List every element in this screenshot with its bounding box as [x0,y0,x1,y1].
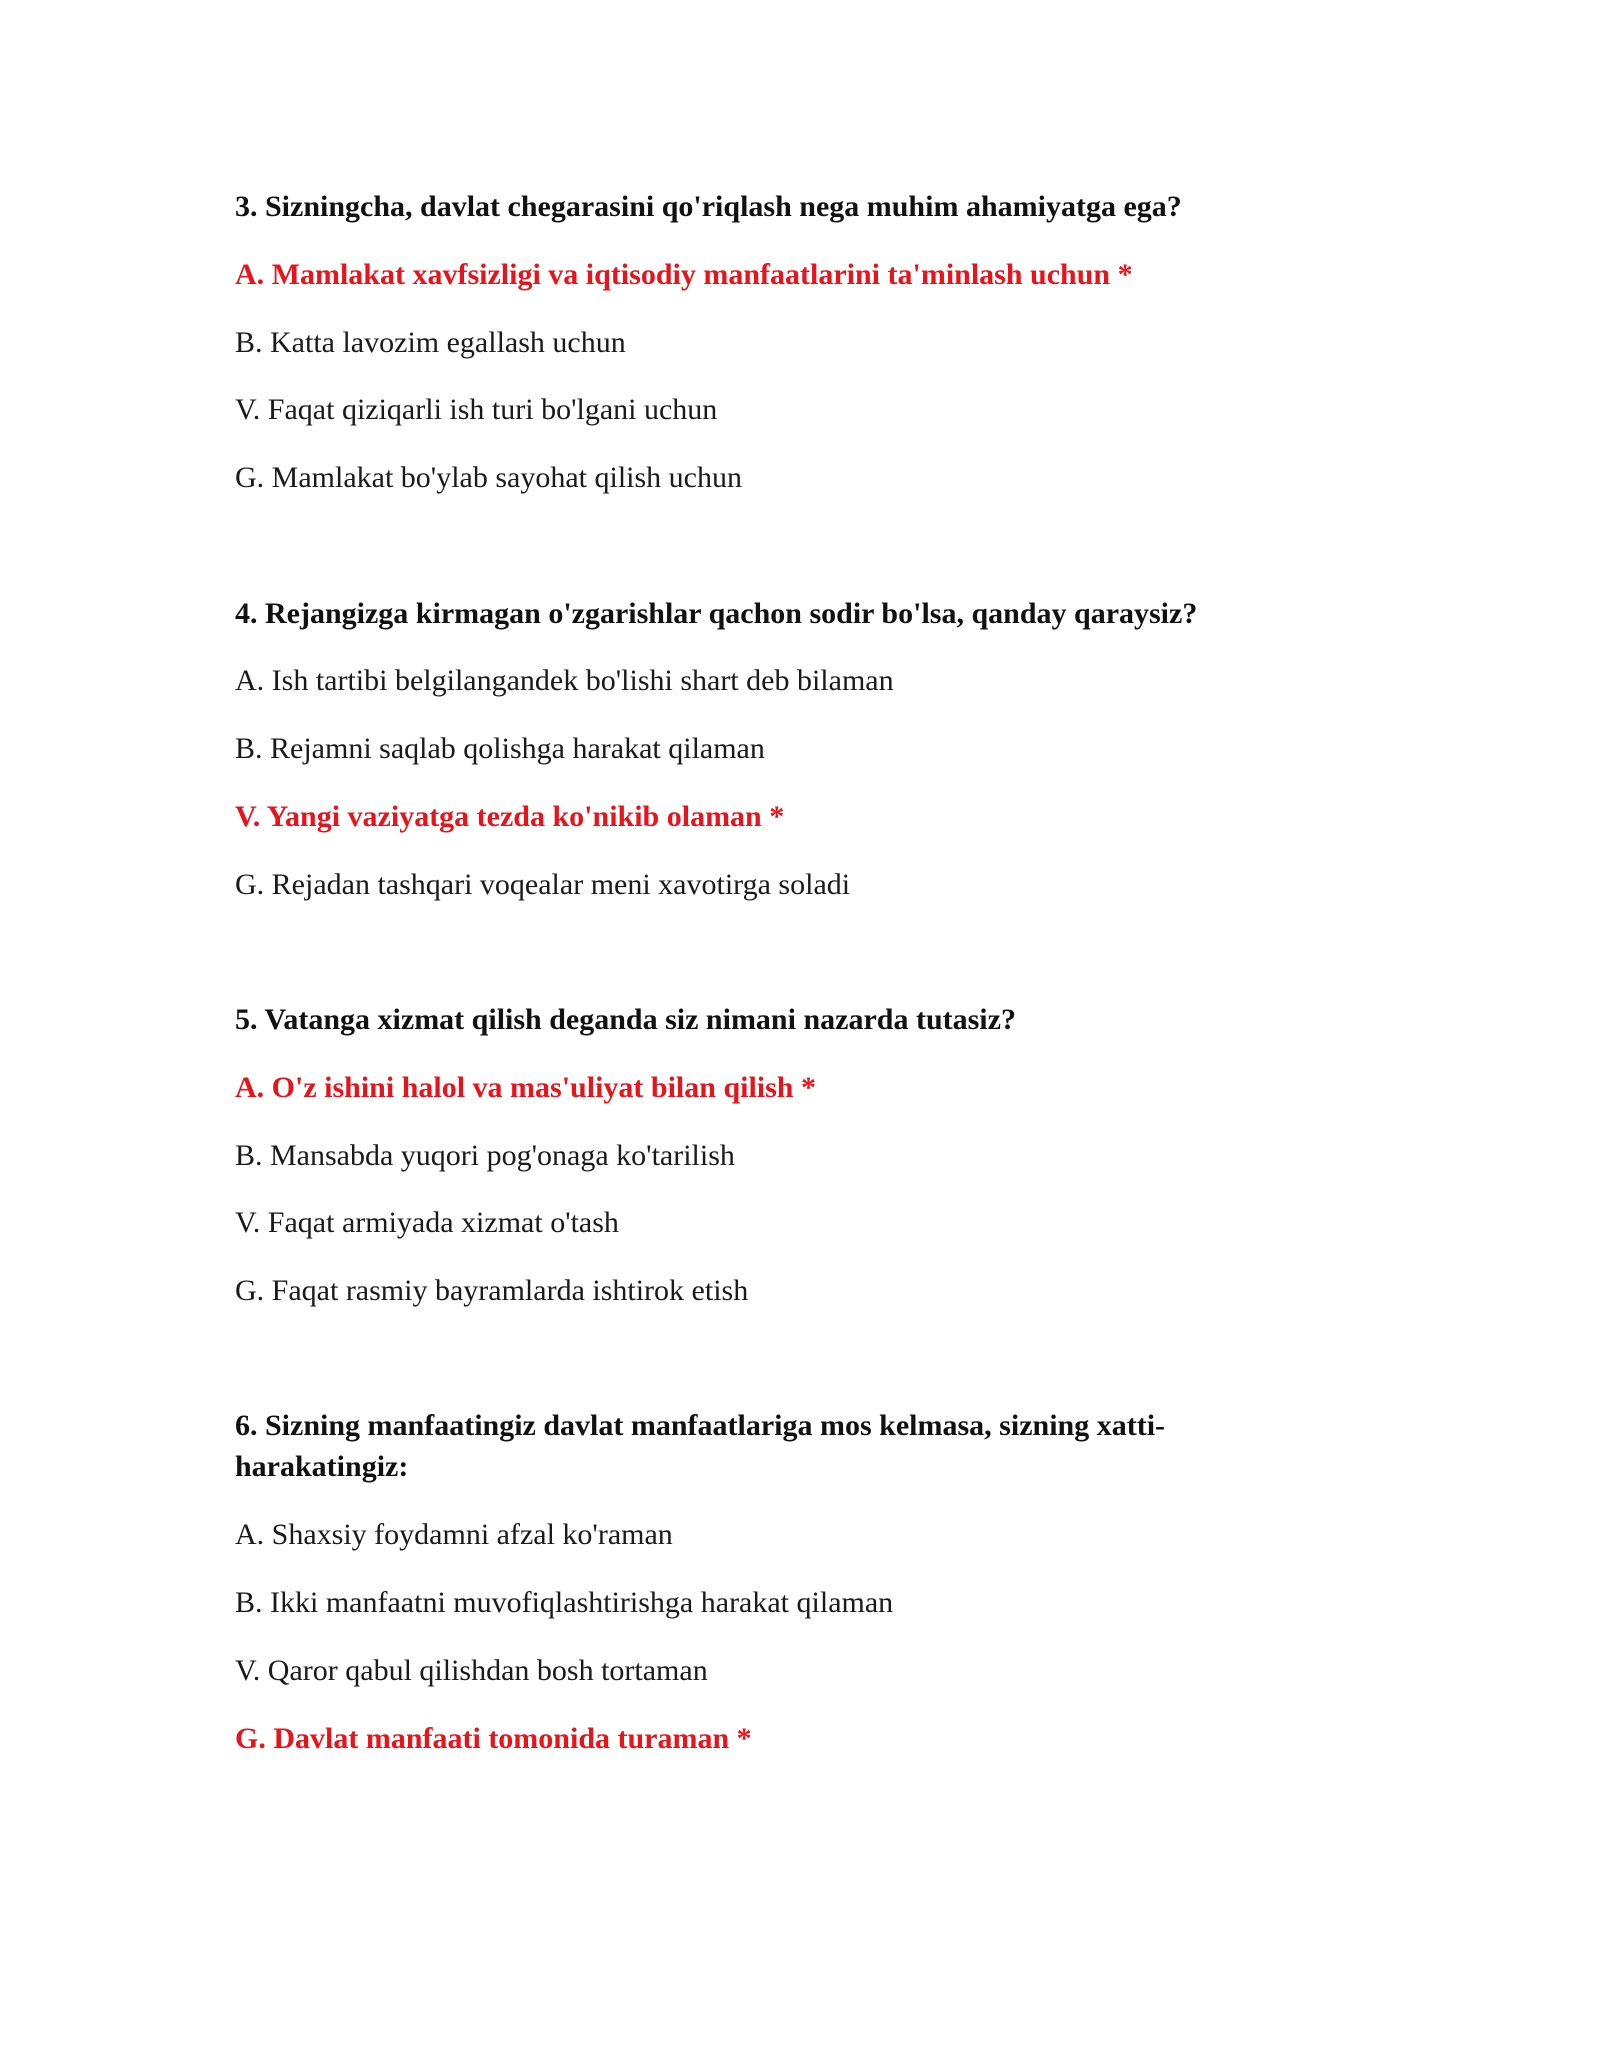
question-4-option-g: G. Rejadan tashqari voqealar meni xavotirga soladi [235,868,851,901]
question-6-text: 6. Sizning manfaatingiz davlat manfaatlariga mos kelmasa, sizning xatti-harakatingiz: [235,1409,1166,1483]
question-6-option-a: A. Shaxsiy foydamni afzal ko'raman [235,1518,673,1551]
question-block-3 [235,186,1355,506]
question-5-option-g: G. Faqat rasmiy bayramlarda ishtirok etish [235,1274,749,1307]
question-3-option-a: A. Mamlakat xavfsizligi va iqtisodiy manfaatlarini ta'minlash uchun * [235,258,1133,291]
question-5-text: 5. Vatanga xizmat qilish deganda siz nimani nazarda tutasiz? [235,1003,1016,1036]
question-6-option-g: G. Davlat manfaati tomonida turaman * [235,1722,752,1755]
question-5-option-a: A. O'z ishini halol va mas'uliyat bilan qilish * [235,1071,816,1104]
question-3-text: 3. Sizningcha, davlat chegarasini qo'riqlash nega muhim ahamiyatga ega? [235,190,1182,223]
question-block-4 [235,593,1355,913]
question-5-option-b: B. Mansabda yuqori pog'onaga ko'tarilish [235,1139,735,1172]
question-6-option-v: V. Qaror qabul qilishdan bosh tortaman [235,1654,708,1687]
question-4-option-b: B. Rejamni saqlab qolishga harakat qilaman [235,732,765,765]
question-3-option-g: G. Mamlakat bo'ylab sayohat qilish uchun [235,461,742,494]
question-4-option-a: A. Ish tartibi belgilangandek bo'lishi shart deb bilaman [235,664,894,697]
question-5-option-v: V. Faqat armiyada xizmat o'tash [235,1206,619,1239]
question-3-option-b: B. Katta lavozim egallash uchun [235,326,626,359]
question-4-text: 4. Rejangizga kirmagan o'zgarishlar qachon sodir bo'lsa, qanday qaraysiz? [235,597,1198,630]
question-block-6 [235,1405,1355,1785]
question-4-option-v: V. Yangi vaziyatga tezda ko'nikib olaman * [235,800,785,833]
question-block-5 [235,999,1355,1319]
question-3-option-v: V. Faqat qiziqarli ish turi bo'lgani uchun [235,393,718,426]
question-6-option-b: B. Ikki manfaatni muvofiqlashtirishga harakat qilaman [235,1586,894,1619]
